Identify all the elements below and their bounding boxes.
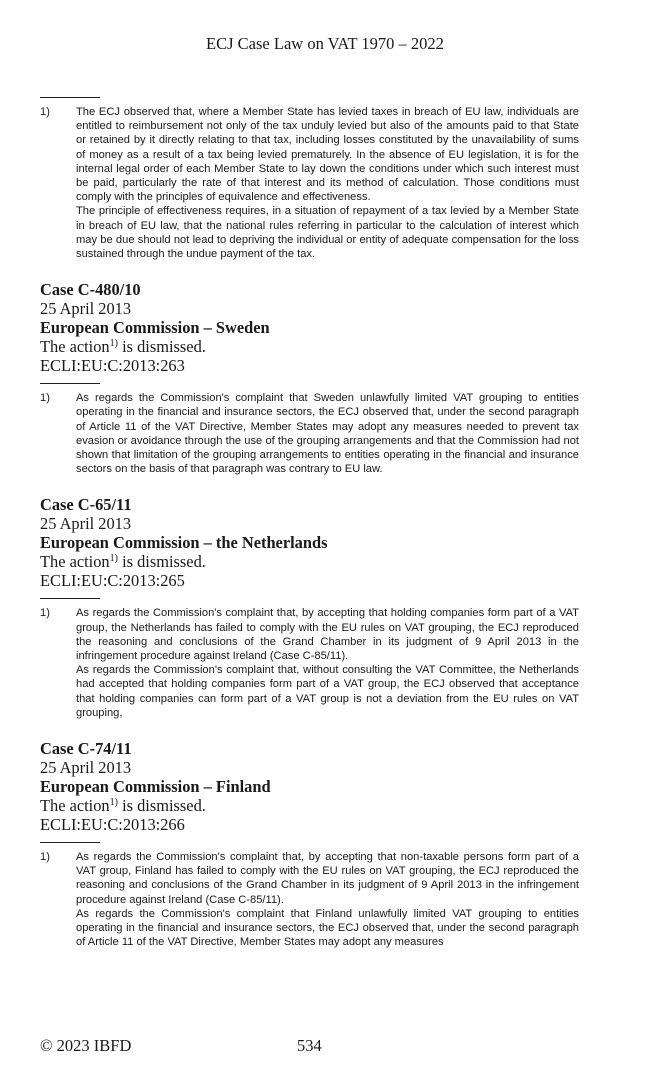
case-entry — [40, 739, 579, 834]
footnote-marker: 1) — [40, 392, 50, 405]
footnote-marker: 1) — [40, 851, 50, 864]
footer-copyright: © 2023 IBFD — [40, 1036, 132, 1055]
page-content — [40, 97, 579, 950]
case-parties: European Commission – the Netherlands — [40, 533, 328, 553]
footnote-paragraph: The ECJ observed that, where a Member State has levied taxes in breach of EU law, individuals are entitled to reimbursement not only of the tax unduly levied but also of the amounts paid to that State or retained by it directly relating to that tax, including losses constituted by the unavailability of sums of money as a result of a tax being levied prematurely. In the absence of EU legislation, it is for the internal legal order of each Member State to lay down the conditions under which such interest must be paid, particularly the rate of that interest and its method of calculation. Those conditions must comply with the principles of equivalence and effectiveness. — [76, 106, 579, 204]
case-number: Case C-480/10 — [40, 280, 141, 300]
case-parties: European Commission – Finland — [40, 777, 271, 797]
case-number: Case C-65/11 — [40, 495, 132, 515]
footnote-rule — [40, 598, 100, 599]
outcome-text: The action — [40, 337, 110, 357]
footnote-paragraph: As regards the Commission's complaint that, by accepting that non-taxable persons form part of a VAT group, Finland has failed to comply with the EU rules on VAT grouping, the ECJ reproduced the reasoning and conclusions of the Grand Chamber in its judgment of 9 April 2013 in the infringement procedure against Ireland (Case C-85/11). — [76, 851, 579, 906]
outcome-text: The action — [40, 796, 110, 816]
footnote-marker: 1) — [40, 106, 50, 118]
footnote-paragraph: The principle of effectiveness requires, in a situation of repayment of a tax levied by a Member State in breach of EU law, that the national rules referring in particular to the calculation of interest which may be due should not lead to depriving the individual or entity of adequate compensation for the loss sustained through the undue payment of the tax. — [76, 205, 579, 261]
footnote — [40, 850, 579, 949]
case-entry — [40, 280, 579, 375]
case-date: 25 April 2013 — [40, 758, 132, 778]
footnote-rule — [40, 842, 100, 843]
case-parties: European Commission – Sweden — [40, 318, 270, 338]
footnote-body — [76, 391, 579, 476]
footnote-paragraph: As regards the Commission's complaint that, by accepting that holding companies form part of a VAT group, the Netherlands has failed to comply with the EU rules on VAT grouping, the ECJ reproduced the reasoning and conclusions of the Grand Chamber in its judgment of 9 April 2013 in the infringement procedure against Ireland (Case C-85/11). — [76, 607, 579, 663]
footnote-body — [76, 105, 579, 261]
case-ecli: ECLI:EU:C:2013:266 — [40, 815, 185, 835]
outcome-text: The action — [40, 552, 110, 572]
footnote-ref: 1) — [109, 553, 118, 565]
outcome-text: is dismissed. — [117, 552, 206, 572]
case-entry — [40, 495, 579, 590]
footnote-ref: 1) — [109, 797, 118, 809]
footnote-rule — [40, 97, 100, 98]
outcome-text: is dismissed. — [117, 337, 206, 357]
footnote-rule — [40, 383, 100, 384]
footnote — [40, 606, 579, 720]
footnote-ref: 1) — [109, 338, 118, 350]
case-ecli: ECLI:EU:C:2013:265 — [40, 571, 185, 591]
footnote — [40, 391, 579, 476]
case-outcome — [40, 552, 579, 571]
footnote-paragraph: As regards the Commission's complaint that Sweden unlawfully limited VAT grouping to entities operating in the financial and insurance sectors, the ECJ observed that, under the second paragraph of Article 11 of the VAT Directive, Member States may adopt any measures needed to prevent tax evasion or avoidance through the use of the grouping arrangements and that the Commission had not shown that limitation of the grouping arrangements to entities operating in the financial and insurance sectors on the basis of that paragraph was contrary to EU law. — [76, 392, 579, 476]
case-ecli: ECLI:EU:C:2013:263 — [40, 356, 185, 376]
footnote — [40, 105, 579, 261]
footnote-paragraph: As regards the Commission's complaint that, without consulting the VAT Committee, the Netherlands had accepted that holding companies form part of a VAT group, the ECJ observed that acceptance that holding companies can form part of a VAT group is not a deviation from the EU rules on VAT grouping, — [76, 664, 579, 719]
case-outcome — [40, 337, 579, 356]
footnote-paragraph: As regards the Commission's complaint that Finland unlawfully limited VAT grouping to entities operating in the financial and insurance sectors, the ECJ observed that, under the second paragraph of Article 11 of the VAT Directive, Member States may adopt any measures — [76, 907, 579, 949]
page-number: 534 — [297, 1036, 322, 1055]
outcome-text: is dismissed. — [117, 796, 206, 816]
footnote-marker: 1) — [40, 607, 50, 620]
case-outcome — [40, 796, 579, 815]
case-date: 25 April 2013 — [40, 299, 132, 319]
footnote-body — [76, 606, 579, 720]
case-number: Case C-74/11 — [40, 739, 132, 759]
footnote-body — [76, 850, 579, 949]
page-header: ECJ Case Law on VAT 1970 – 2022 — [206, 34, 444, 53]
case-date: 25 April 2013 — [40, 514, 132, 534]
